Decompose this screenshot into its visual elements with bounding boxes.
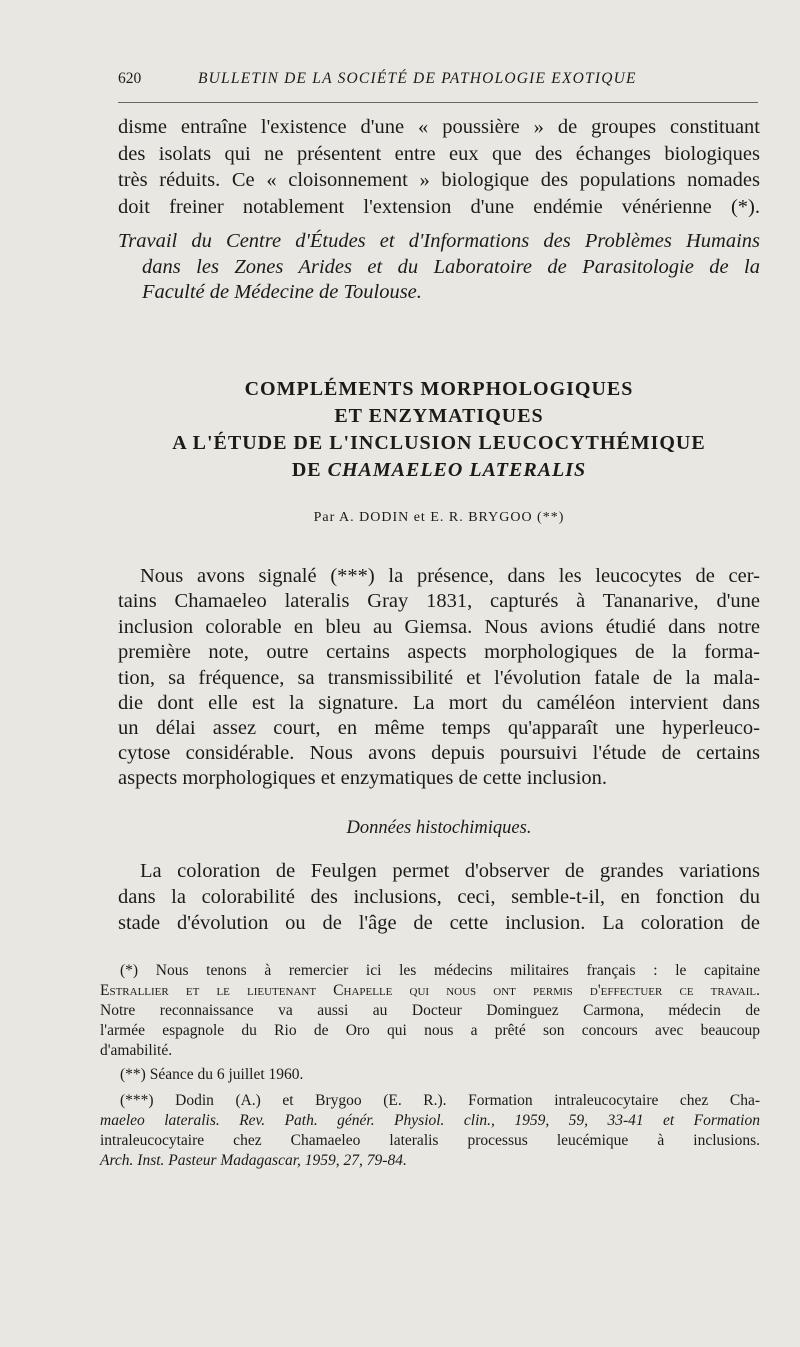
paragraph-line: stade d'évolution ou de l'âge de cette inclusion. La coloration de <box>118 912 760 934</box>
footnote-line: (*) Nous tenons à remercier ici les médecins militaires français : le capitaine <box>120 962 760 979</box>
paragraph-line: aspects morphologiques et enzymatiques de cette inclusion. <box>118 767 608 789</box>
footnote-line: maeleo lateralis. Rev. Path. génér. Physiol. clin., 1959, 59, 33-41 et Formation <box>100 1112 760 1129</box>
article-title-line <box>118 459 760 482</box>
species-name: CHAMAELEO LATERALIS <box>327 459 587 481</box>
paragraph-line: die dont elle est la signature. La mort du caméléon intervient dans <box>118 692 760 714</box>
authors: Par A. DODIN et E. R. BRYGOO (**) <box>313 510 565 525</box>
header-rule <box>118 102 758 103</box>
footnote-line: (**) Séance du 6 juillet 1960. <box>120 1066 304 1083</box>
page-number: 620 <box>118 70 142 87</box>
paragraph-line: très réduits. Ce « cloisonnement » biologique des populations nomades <box>118 169 760 191</box>
footnote-line: Estrallier et le lieutenant Chapelle qui nous ont permis d'effectuer ce travail. <box>100 982 760 999</box>
footnote-line: (***) Dodin (A.) et Brygoo (E. R.). Formation intraleucocytaire chez Cha- <box>120 1092 760 1109</box>
affiliation-line: Travail du Centre d'Études et d'Informations des Problèmes Humains <box>118 230 760 252</box>
paragraph-line: tains Chamaeleo lateralis Gray 1831, capturés à Tananarive, d'une <box>118 590 760 612</box>
paragraph-line: un délai assez court, en même temps qu'apparaît une hyperleuco- <box>118 717 760 739</box>
running-header <box>118 70 637 88</box>
paragraph-line: disme entraîne l'existence d'une « poussière » de groupes constituant <box>118 116 760 138</box>
paragraph-line: dans la colorabilité des inclusions, ceci, semble-t-il, en fonction du <box>118 886 760 908</box>
paragraph-line: tion, sa fréquence, sa transmissibilité et l'évolution fatale de la mala- <box>118 667 760 689</box>
footnote-line: Arch. Inst. Pasteur Madagascar, 1959, 27, 79-84. <box>100 1152 407 1169</box>
paragraph-line: inclusion colorable en bleu au Giemsa. Nous avions étudié dans notre <box>118 616 760 638</box>
affiliation-line: Faculté de Médecine de Toulouse. <box>142 281 422 303</box>
paragraph-line: Nous avons signalé (***) la présence, dans les leucocytes de cer- <box>140 565 760 587</box>
paragraph-line: La coloration de Feulgen permet d'observer de grandes variations <box>140 860 760 882</box>
title-prefix: DE <box>291 459 328 481</box>
footnote-line: d'amabilité. <box>100 1042 173 1059</box>
paragraph-line: des isolats qui ne présentent entre eux que des échanges biologiques <box>118 143 760 165</box>
affiliation-line: dans les Zones Arides et du Laboratoire de Parasitologie de la <box>142 256 760 278</box>
footnote-line: l'armée espagnole du Rio de Oro qui nous a prêté son concours avec beaucoup <box>100 1022 760 1039</box>
section-heading: Données histochimiques. <box>346 818 532 838</box>
footnote-line: intraleucocytaire chez Chamaeleo lateralis processus leucémique à inclusions. <box>100 1132 760 1149</box>
paragraph-line: première note, outre certains aspects morphologiques de la forma- <box>118 641 760 663</box>
footnote-line: Notre reconnaissance va aussi au Docteur Dominguez Carmona, médecin de <box>100 1002 760 1019</box>
article-title-line: COMPLÉMENTS MORPHOLOGIQUES <box>244 378 634 400</box>
paragraph-line: cytose considérable. Nous avons depuis poursuivi l'étude de certains <box>118 742 760 764</box>
paragraph-line: doit freiner notablement l'extension d'une endémie vénérienne (*). <box>118 196 760 218</box>
journal-title: BULLETIN DE LA SOCIÉTÉ DE PATHOLOGIE EXOTIQUE <box>198 70 637 87</box>
article-title-line: A L'ÉTUDE DE L'INCLUSION LEUCOCYTHÉMIQUE <box>172 432 706 454</box>
article-title-line: ET ENZYMATIQUES <box>334 405 544 427</box>
